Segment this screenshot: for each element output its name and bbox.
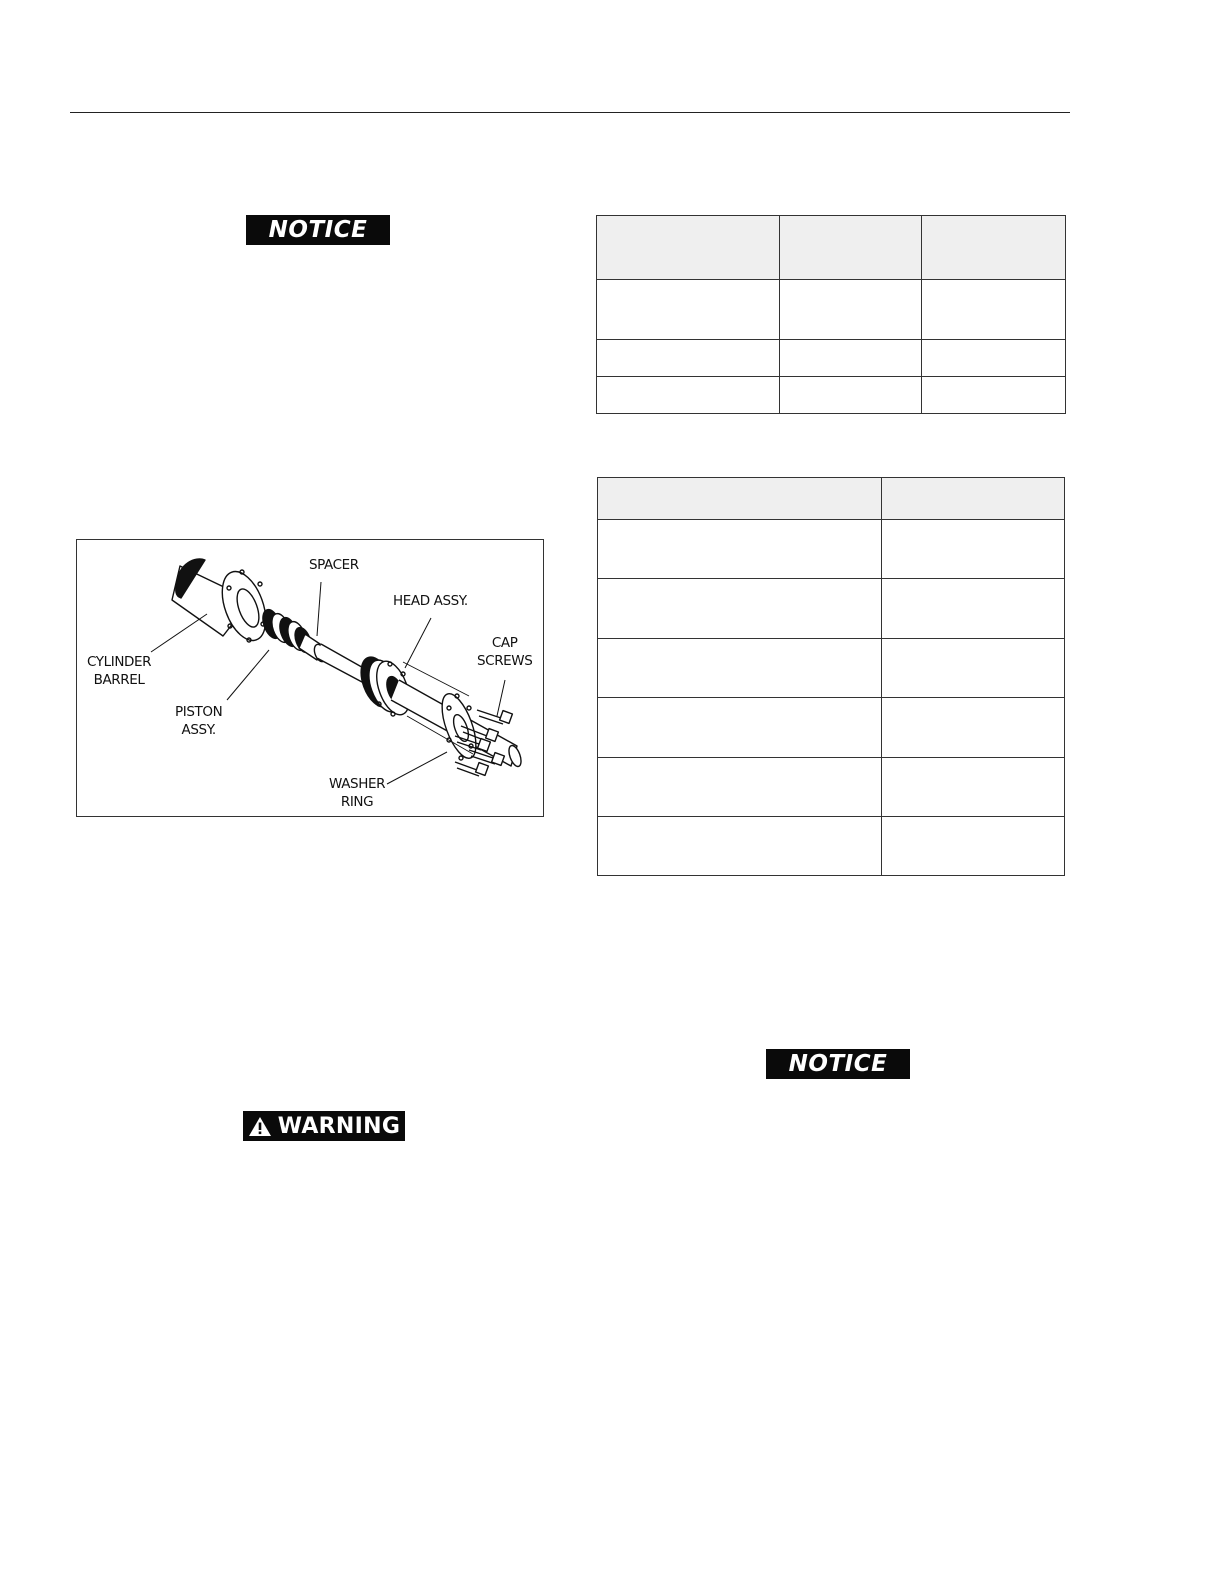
table-row	[598, 639, 1065, 698]
notice-badge-top	[246, 215, 390, 245]
label-washer-ring	[329, 775, 385, 811]
table-cell	[780, 377, 922, 414]
header-rule	[70, 112, 1070, 113]
table-row	[598, 520, 1065, 579]
table-cell	[882, 817, 1065, 876]
table-1-header-cell	[922, 216, 1066, 280]
table-2-header-row	[598, 478, 1065, 520]
label-cap-screws-line-2: SCREWS	[477, 653, 533, 669]
table-cell	[598, 817, 882, 876]
table-cell	[597, 340, 780, 377]
table-cell	[922, 377, 1066, 414]
table-cell	[598, 579, 882, 639]
table-cell	[598, 639, 882, 698]
label-cylinder-barrel	[87, 653, 151, 689]
table-row	[598, 758, 1065, 817]
label-cylinder-barrel-line-2: BARREL	[93, 672, 145, 688]
table-cell	[922, 340, 1066, 377]
table-cell	[882, 579, 1065, 639]
table-1	[596, 215, 1066, 414]
table-cell	[780, 280, 922, 340]
table-cell	[780, 340, 922, 377]
table-row	[598, 698, 1065, 758]
table-row	[597, 377, 1066, 414]
table-2-header-cell	[598, 478, 882, 520]
label-piston-assy-line-1: PISTON	[175, 704, 223, 720]
table-1-header-row	[597, 216, 1066, 280]
table-2	[597, 477, 1065, 876]
warning-badge	[243, 1111, 405, 1141]
table-row	[598, 579, 1065, 639]
label-spacer: SPACER	[309, 557, 359, 573]
table-cell	[598, 520, 882, 579]
table-1-header-cell	[780, 216, 922, 280]
table-cell	[882, 639, 1065, 698]
label-cap-screws	[477, 634, 532, 670]
label-cap-screws-line-1: CAP	[491, 635, 518, 651]
table-cell	[598, 758, 882, 817]
notice-label: NOTICE	[268, 217, 368, 243]
cylinder-exploded-figure	[76, 539, 544, 817]
table-1-header-cell	[597, 216, 780, 280]
table-row	[597, 340, 1066, 377]
table-row	[598, 817, 1065, 876]
label-piston-assy-line-2: ASSY.	[181, 722, 216, 738]
label-washer-ring-line-2: RING	[340, 794, 374, 810]
label-head-assy: HEAD ASSY.	[393, 593, 468, 609]
table-cell	[882, 520, 1065, 579]
table-cell	[597, 377, 780, 414]
label-cylinder-barrel-line-1: CYLINDER	[87, 654, 152, 670]
warning-triangle-icon	[248, 1116, 272, 1137]
notice-badge-bottom	[766, 1049, 910, 1079]
notice-label: NOTICE	[788, 1051, 888, 1077]
table-cell	[922, 280, 1066, 340]
label-washer-ring-line-1: WASHER	[329, 776, 386, 792]
table-cell	[597, 280, 780, 340]
table-row	[597, 280, 1066, 340]
table-cell	[882, 698, 1065, 758]
warning-label: WARNING	[277, 1113, 401, 1139]
table-cell	[882, 758, 1065, 817]
table-2-header-cell	[882, 478, 1065, 520]
label-piston-assy	[175, 703, 222, 739]
table-cell	[598, 698, 882, 758]
